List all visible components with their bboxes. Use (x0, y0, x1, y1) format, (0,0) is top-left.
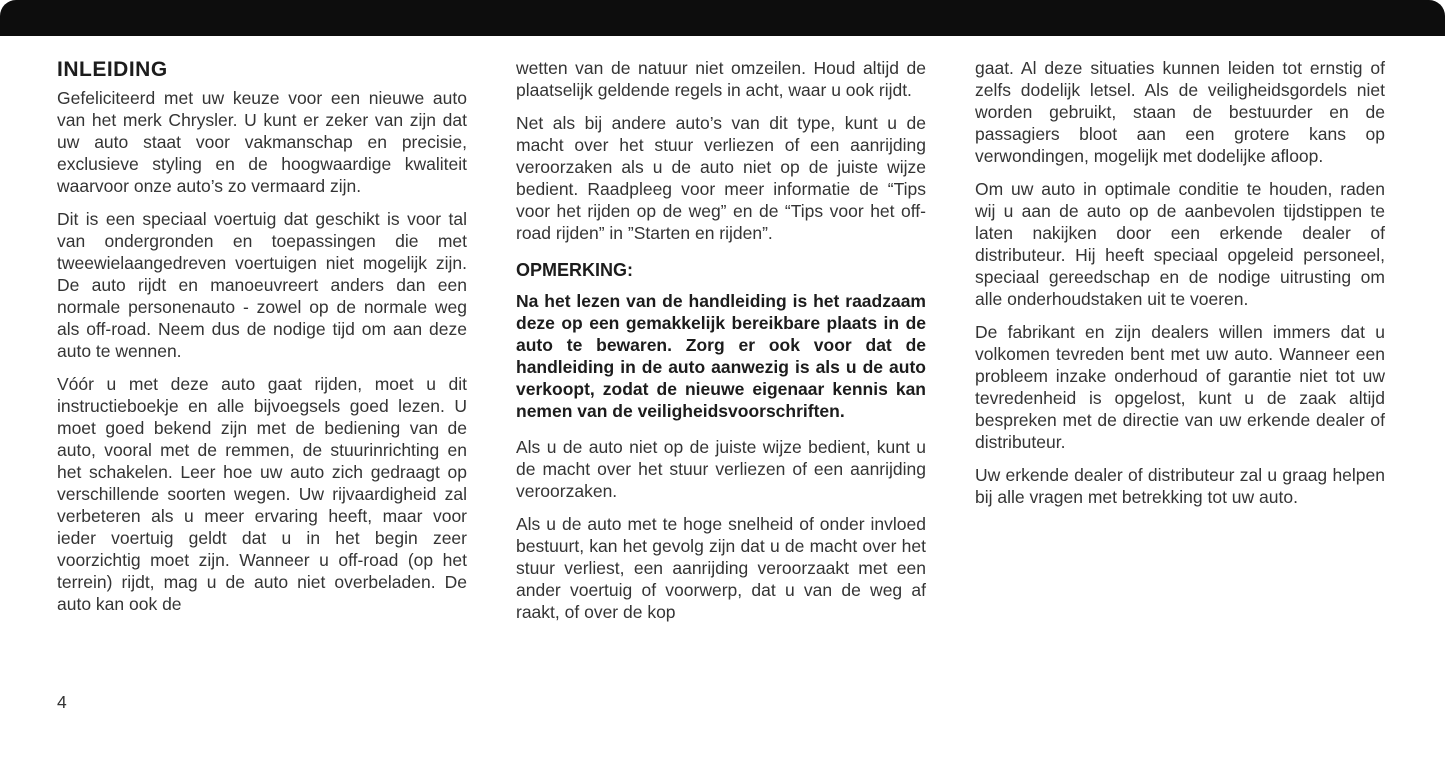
column-left (57, 57, 467, 634)
page-content (57, 57, 1387, 634)
section-heading-inleiding: INLEIDING (57, 58, 168, 81)
column-middle (516, 57, 926, 634)
note-body: Na het lezen van de handleiding is het raadzaam deze op een gemakkelijk bereikbare plaats in de auto te bewaren. Zorg er ook voor dat de handleiding in de auto aanwezig is als u de auto verkoopt, zodat de nieuwe eigenaar kennis kan nemen van de veiligheidsvoorschriften. (516, 291, 926, 421)
paragraph: Net als bij andere auto’s van dit type, kunt u de macht over het stuur verliezen of een aanrijding veroorzaken als u de auto niet op de juiste wijze bedient. Raadpleeg voor meer informatie de “Tips voor het rijden op de weg” en de “Tips voor het off-road rijden” in ”Starten en rijden”. (516, 113, 926, 243)
paragraph: Om uw auto in optimale conditie te houden, raden wij u aan de auto op de aanbevolen tijdstippen te laten nakijken door een erkende dealer of distributeur. Hij heeft speciaal opgeleid personeel, speciaal gereedschap en de nodige uitrusting om alle onderhoudstaken uit te voeren. (975, 179, 1385, 309)
paragraph: Vóór u met deze auto gaat rijden, moet u dit instructieboekje en alle bijvoegsels goed lezen. U moet goed bekend zijn met de bediening van de auto, vooral met de remmen, de stuurinrichting en het schakelen. Leer hoe uw auto zich gedraagt op verschillende soorten wegen. Uw rijvaardigheid zal verbeteren als u meer ervaring heeft, maar voor ieder voertuig geldt dat u in het begin zeer voorzichtig moet zijn. Wanneer u off-road (op het terrein) rijdt, mag u de auto niet overbeladen. De auto kan ook de (57, 374, 467, 614)
paragraph: Uw erkende dealer of distributeur zal u graag helpen bij alle vragen met betrekking tot uw auto. (975, 465, 1385, 507)
paragraph: Gefeliciteerd met uw keuze voor een nieuwe auto van het merk Chrysler. U kunt er zeker van zijn dat uw auto staat voor vakmanschap en precisie, exclusieve styling en de hoogwaardige kwaliteit waarvoor onze auto’s zo vermaard zijn. (57, 88, 467, 196)
paragraph: Als u de auto met te hoge snelheid of onder invloed bestuurt, kan het gevolg zijn dat u de macht over het stuur verliest, een aanrijding veroorzaakt met een ander voertuig of voorwerp, dat u van de weg af raakt, of over de kop (516, 514, 926, 622)
note-heading-opmerking: OPMERKING: (516, 260, 633, 280)
paragraph: wetten van de natuur niet omzeilen. Houd altijd de plaatselijk geldende regels in acht, waar u ook rijdt. (516, 58, 926, 100)
paragraph: gaat. Al deze situaties kunnen leiden tot ernstig of zelfs dodelijk letsel. Als de veiligheidsgordels niet worden gebruikt, staan de bestuurder en de passagiers bloot aan een grotere kans op verwondingen, mogelijk met dodelijke afloop. (975, 58, 1385, 166)
column-right (975, 57, 1385, 634)
paragraph: Als u de auto niet op de juiste wijze bedient, kunt u de macht over het stuur verliezen of een aanrijding veroorzaken. (516, 437, 926, 501)
top-black-bar (0, 0, 1445, 36)
page-number: 4 (57, 692, 67, 712)
paragraph: Dit is een speciaal voertuig dat geschikt is voor tal van ondergronden en toepassingen die met tweewielaangedreven voertuigen niet mogelijk zijn. De auto rijdt en manoeuvreert anders dan een normale personenauto - zowel op de normale weg als off-road. Neem dus de nodige tijd om aan deze auto te wennen. (57, 209, 467, 361)
paragraph: De fabrikant en zijn dealers willen immers dat u volkomen tevreden bent met uw auto. Wanneer een probleem inzake onderhoud of garantie niet tot uw tevredenheid is opgelost, kunt u de zaak altijd bespreken met de directie van uw erkende dealer of distributeur. (975, 322, 1385, 452)
